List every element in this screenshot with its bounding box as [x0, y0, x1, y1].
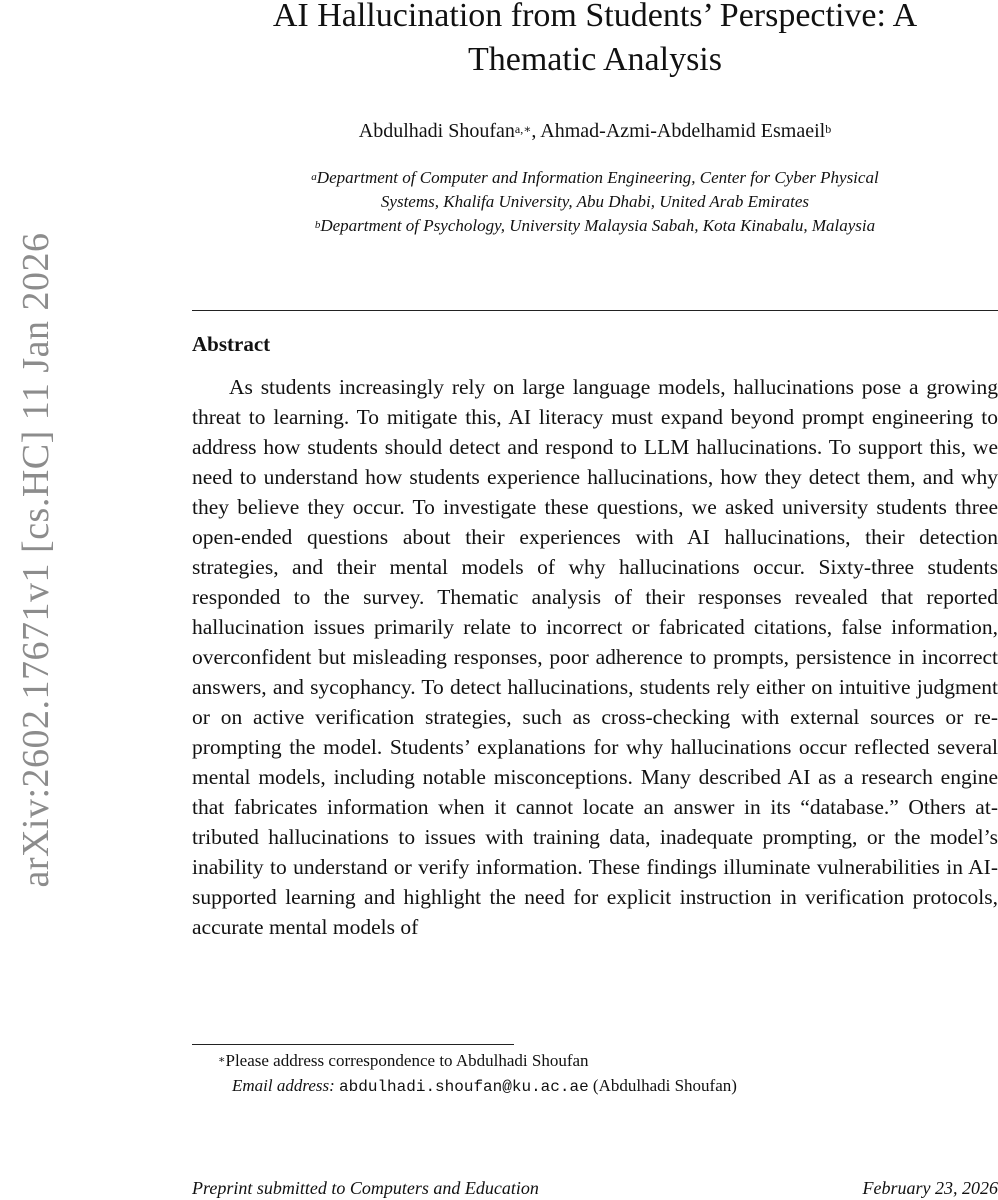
- email-label: Email address:: [232, 1076, 335, 1095]
- author-2-name: Ahmad-Azmi-Abdelhamid Esmaeil: [540, 120, 826, 142]
- abstract-heading: Abstract: [192, 332, 271, 356]
- author-list: [192, 118, 998, 144]
- footer-date: February 23, 2026: [862, 1178, 998, 1198]
- footnote-rule: [192, 1044, 514, 1045]
- affiliation-b: [192, 214, 998, 238]
- email-owner: (Abdulhadi Shoufan): [592, 1076, 737, 1095]
- email-address: abdulhadi.shoufan@ku.ac.ae: [339, 1078, 589, 1096]
- author-separator: ,: [531, 120, 541, 142]
- affiliations: [192, 166, 998, 238]
- abstract-text: As students increasingly rely on large language models, hallucinations pose a growing threat to learning. To mitigate this, AI literacy must expand beyond prompt engineering to address how students should detect and respond to LLM hallucinations. To support this, we need to understand how students experience hallucinations, how they detect them, and why they believe they occur. To investigate these questions, we asked university students three open-ended questions about their experiences with AI hallucinations, their detection strategies, and their mental models of why hallucinations occur. Sixty-three students responded to the survey. Thematic analysis of their responses revealed that reported hallucination issues primarily relate to incorrect or fabricated citations, false information, overconfident but misleading responses, poor adherence to prompts, persistence in incorrect answers, and sycophancy. To detect hallucinations, students rely either on intuitive judgment or on active verification strategies, such as cross-checking with external sources or re-prompting the model. Students’ explanations for why hallucinations occur reflected several mental models, including notable misconceptions. Many described AI as a research engine that fabricates information when it cannot locate an answer in its “database.” Others attributed hallucinations to issues with training data, inadequate prompting, or the model’s inability to understand or verify information. These findings illuminate vulnerabilities in AI-supported learning and highlight the need for explicit instruction in verification protocols, accurate mental models of: [192, 375, 998, 939]
- email-footnote: [232, 1075, 737, 1098]
- correspondence-footnote: [218, 1050, 589, 1072]
- author-1-marks: a,∗: [514, 122, 532, 136]
- affiliation-a-mark: a: [311, 171, 317, 183]
- arxiv-identifier-stamp: arXiv:2602.17671v1 [cs.HC] 11 Jan 2026: [15, 232, 57, 888]
- affiliation-a: [192, 166, 998, 190]
- affiliation-a-line-1: Department of Computer and Information Engineering, Center for Cyber Physical: [316, 168, 879, 187]
- footer-submission-note: Preprint submitted to Computers and Education: [192, 1178, 539, 1198]
- title-line-2: Thematic Analysis: [467, 41, 722, 78]
- correspondence-text: Please address correspondence to Abdulhadi Shoufan: [225, 1051, 589, 1070]
- correspondence-mark: ∗: [218, 1054, 226, 1066]
- author-1-name: Abdulhadi Shoufan: [358, 120, 515, 142]
- affiliation-b-mark: b: [314, 219, 321, 231]
- affiliation-b-line-1: Department of Psychology, University Malaysia Sabah, Kota Kinabalu, Malaysia: [320, 216, 876, 235]
- paper-title: [192, 0, 998, 82]
- affiliation-a-line-2: Systems, Khalifa University, Abu Dhabi, United Arab Emirates: [380, 192, 810, 211]
- title-line-1: AI Hallucination from Students’ Perspective: A: [272, 0, 918, 34]
- abstract-top-rule: [192, 310, 998, 311]
- author-2-marks: b: [825, 122, 832, 136]
